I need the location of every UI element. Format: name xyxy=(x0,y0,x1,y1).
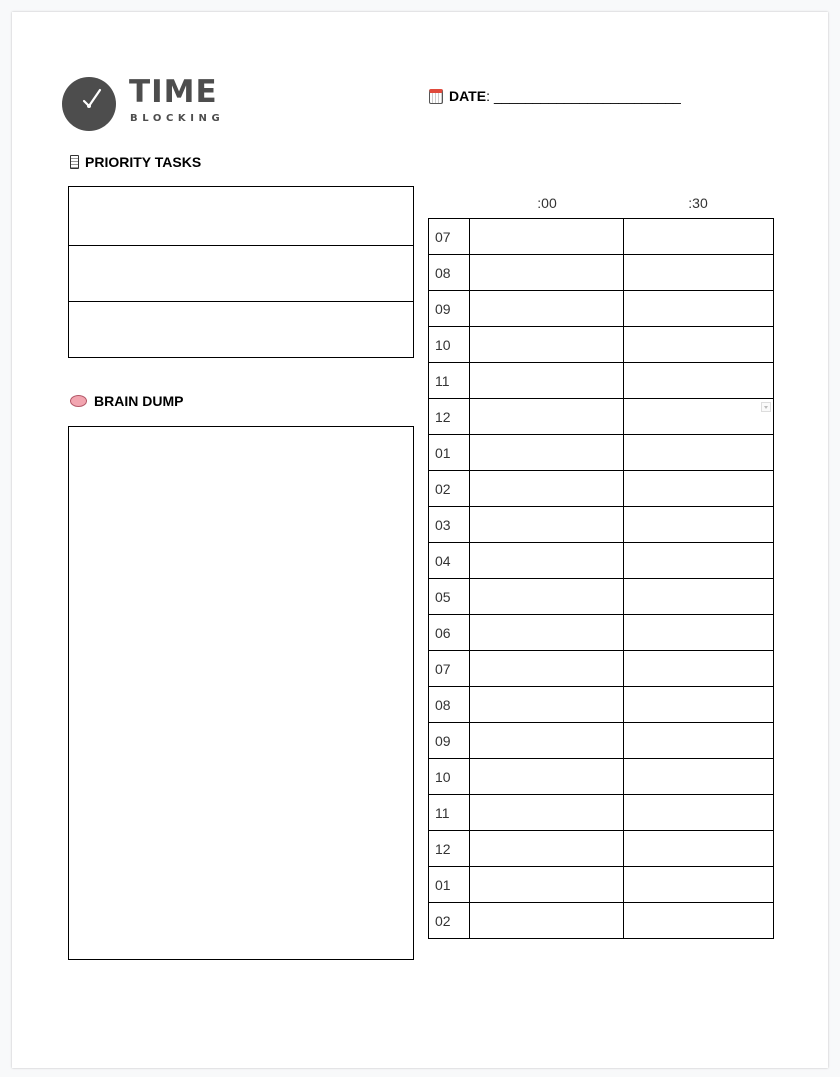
time-slot-30[interactable] xyxy=(624,255,774,291)
schedule-row xyxy=(429,759,774,795)
clipboard-icon xyxy=(70,155,79,169)
schedule-row xyxy=(429,579,774,615)
schedule-row xyxy=(429,255,774,291)
time-slot-30[interactable] xyxy=(624,219,774,255)
priority-tasks-heading xyxy=(70,153,201,171)
brain-dump-heading xyxy=(70,392,183,410)
column-header-30: :30 xyxy=(688,195,708,211)
hour-label: 06 xyxy=(429,615,470,651)
hour-label: 05 xyxy=(429,579,470,615)
time-slot-30[interactable] xyxy=(624,399,774,435)
schedule-row xyxy=(429,687,774,723)
hour-label: 09 xyxy=(429,291,470,327)
schedule-row xyxy=(429,903,774,939)
time-slot-30[interactable] xyxy=(624,687,774,723)
time-slot-00[interactable] xyxy=(470,327,624,363)
hour-label: 10 xyxy=(429,759,470,795)
time-slot-30[interactable] xyxy=(624,615,774,651)
schedule-row xyxy=(429,507,774,543)
priority-tasks-label: PRIORITY TASKS xyxy=(85,154,202,170)
time-slot-00[interactable] xyxy=(470,543,624,579)
hour-label: 11 xyxy=(429,795,470,831)
time-slot-30[interactable] xyxy=(624,723,774,759)
time-slot-30[interactable] xyxy=(624,363,774,399)
time-slot-00[interactable] xyxy=(470,867,624,903)
hour-label: 10 xyxy=(429,327,470,363)
schedule-row xyxy=(429,867,774,903)
time-slot-00[interactable] xyxy=(470,759,624,795)
time-slot-30[interactable] xyxy=(624,471,774,507)
time-slot-00[interactable] xyxy=(470,507,624,543)
schedule-row xyxy=(429,219,774,255)
time-slot-00[interactable] xyxy=(470,615,624,651)
schedule-row xyxy=(429,435,774,471)
schedule-row xyxy=(429,363,774,399)
time-slot-30[interactable] xyxy=(624,507,774,543)
schedule-row xyxy=(429,291,774,327)
hour-label: 08 xyxy=(429,255,470,291)
priority-task-row[interactable] xyxy=(69,187,413,246)
schedule-row xyxy=(429,723,774,759)
hour-label: 11 xyxy=(429,363,470,399)
time-block-schedule xyxy=(428,218,774,939)
time-slot-30[interactable] xyxy=(624,795,774,831)
time-slot-00[interactable] xyxy=(470,795,624,831)
logo-subtitle: BLOCKING xyxy=(130,113,225,124)
date-blank[interactable]: ________________________ xyxy=(493,88,681,104)
dropdown-arrow-icon[interactable] xyxy=(761,402,771,412)
date-label: DATE xyxy=(449,88,487,104)
time-slot-00[interactable] xyxy=(470,831,624,867)
priority-tasks-box xyxy=(68,186,414,358)
document-page xyxy=(12,12,828,1068)
time-slot-00[interactable] xyxy=(470,435,624,471)
logo-title: TIME xyxy=(129,74,218,110)
date-field[interactable] xyxy=(429,87,681,105)
hour-label: 01 xyxy=(429,867,470,903)
time-slot-30[interactable] xyxy=(624,291,774,327)
time-slot-30[interactable] xyxy=(624,327,774,363)
time-slot-30[interactable] xyxy=(624,831,774,867)
time-slot-30[interactable] xyxy=(624,651,774,687)
schedule-row xyxy=(429,651,774,687)
hour-label: 08 xyxy=(429,687,470,723)
priority-task-row[interactable] xyxy=(69,302,413,357)
hour-label: 09 xyxy=(429,723,470,759)
column-header-00: :00 xyxy=(537,195,557,211)
brain-dump-box[interactable] xyxy=(68,426,414,960)
brain-dump-label: BRAIN DUMP xyxy=(94,393,184,409)
time-slot-00[interactable] xyxy=(470,219,624,255)
time-slot-00[interactable] xyxy=(470,687,624,723)
time-slot-00[interactable] xyxy=(470,399,624,435)
schedule-row xyxy=(429,327,774,363)
hour-label: 02 xyxy=(429,903,470,939)
time-slot-00[interactable] xyxy=(470,903,624,939)
schedule-row xyxy=(429,543,774,579)
schedule-row xyxy=(429,831,774,867)
time-slot-30[interactable] xyxy=(624,759,774,795)
hour-label: 12 xyxy=(429,831,470,867)
hour-label: 07 xyxy=(429,219,470,255)
hour-label: 07 xyxy=(429,651,470,687)
schedule-row xyxy=(429,615,774,651)
time-slot-00[interactable] xyxy=(470,363,624,399)
time-slot-00[interactable] xyxy=(470,723,624,759)
clock-icon xyxy=(62,77,116,131)
schedule-row xyxy=(429,399,774,435)
time-slot-00[interactable] xyxy=(470,471,624,507)
time-slot-30[interactable] xyxy=(624,543,774,579)
time-slot-00[interactable] xyxy=(470,291,624,327)
schedule-row xyxy=(429,795,774,831)
schedule-row xyxy=(429,471,774,507)
hour-label: 12 xyxy=(429,399,470,435)
hour-label: 04 xyxy=(429,543,470,579)
hour-label: 02 xyxy=(429,471,470,507)
time-slot-30[interactable] xyxy=(624,867,774,903)
calendar-icon xyxy=(429,89,443,104)
priority-task-row[interactable] xyxy=(69,246,413,302)
time-slot-00[interactable] xyxy=(470,255,624,291)
hour-label: 03 xyxy=(429,507,470,543)
time-slot-30[interactable] xyxy=(624,435,774,471)
time-slot-30[interactable] xyxy=(624,579,774,615)
time-slot-00[interactable] xyxy=(470,651,624,687)
time-slot-30[interactable] xyxy=(624,903,774,939)
date-separator: : xyxy=(486,88,490,104)
hour-label: 01 xyxy=(429,435,470,471)
time-slot-00[interactable] xyxy=(470,579,624,615)
brain-icon xyxy=(70,395,87,407)
